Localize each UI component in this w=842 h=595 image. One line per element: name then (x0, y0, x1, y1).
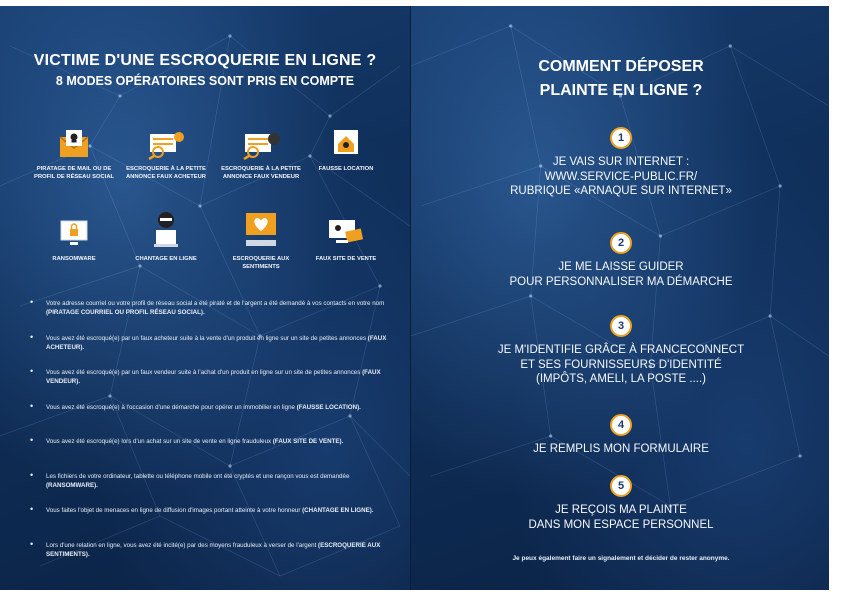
step-text: JE VAIS SUR INTERNET : WWW.SERVICE-PUBLIC.FR/ RUBRIQUE «ARNAQUE SUR INTERNET» (510, 156, 732, 197)
list-item: • Vous avez été escroqué(e) à l'occasion d'une démarche pour opérer un immobilier en ligne (FAUSSE LOCATION). (30, 403, 390, 438)
step-4 (451, 414, 791, 457)
step-text: JE REÇOIS MA PLAINTE DANS MON ESPACE PERSONNEL (528, 504, 714, 531)
mode-online-blackmail (120, 210, 212, 264)
step-text: JE REMPLIS MON FORMULAIRE (533, 443, 709, 455)
step-number: 3 (610, 315, 632, 337)
step-number: 5 (610, 475, 632, 497)
list-item: • Vous avez été escroqué(e) par un faux vendeur suite à l'achat d'un produit en ligne sur un site de petites annonces (FAUX VENDEUR). (30, 368, 390, 403)
mode-fake-rental (300, 128, 392, 174)
mode-label: FAUX SITE DE VENTE (315, 256, 377, 262)
mode-ransomware (28, 218, 120, 264)
mode-fake-seller (215, 128, 307, 181)
step-2 (451, 232, 791, 289)
fake-shop-icon (326, 216, 366, 250)
mode-hacked-mail (28, 128, 120, 181)
list-item: • Lors d'une relation en ligne, vous avez été incité(e) par des moyens frauduleux à verser de l'argent (ESCROQUERIE AUX SENTIMENTS). (30, 541, 390, 576)
fake-rental-icon (329, 128, 363, 160)
hacked-mail-icon (57, 128, 91, 160)
romance-scam-icon (241, 210, 281, 250)
step-3 (451, 315, 791, 387)
ransomware-icon (57, 218, 91, 250)
fake-buyer-icon (146, 128, 186, 160)
mode-label: ESCROQUERIE AUX SENTIMENTS (232, 256, 290, 270)
mode-fake-shop (300, 216, 392, 264)
step-number: 1 (610, 127, 632, 149)
left-panel (0, 6, 410, 590)
mode-label: ESCROQUERIE À LA PETITE ANNONCE FAUX VENDEUR (221, 166, 301, 180)
right-title (451, 55, 791, 103)
fraud-type-list (30, 299, 390, 575)
step-5 (451, 475, 791, 532)
list-item: • Vous avez été escroqué(e) lors d'un achat sur un site de vente en ligne frauduleux (FAUX SITE DE VENTE). (30, 437, 390, 472)
right-panel (410, 6, 829, 590)
list-item: • Les fichiers de votre ordinateur, tablette ou téléphone mobile ont été cryptés et une rançon vous est demandée (RANSOMWARE). (30, 472, 390, 507)
footer-note: Je peux également faire un signalement et décider de rester anonyme. (512, 555, 730, 562)
mode-label: CHANTAGE EN LIGNE (135, 256, 197, 262)
mode-label: RANSOMWARE (52, 256, 96, 262)
title-line: PLAINTE EN LIGNE ? (539, 82, 703, 99)
mode-label: PIRATAGE DE MAIL OU DE PROFIL DE RÉSEAU SOCIAL (33, 166, 115, 180)
step-text: JE M'IDENTIFIE GRÂCE À FRANCECONNECT ET SES FOURNISSEURS D'IDENTITÉ (IMPÔTS, AMELI, LA POSTE ....) (497, 344, 745, 385)
left-title: VICTIME D'UNE ESCROQUERIE EN LIGNE ? (33, 52, 377, 69)
list-item: • Vous faites l'objet de menaces en ligne de diffusion d'images portant atteinte à votre honneur (CHANTAGE EN LIGNE). (30, 506, 390, 541)
mode-label: ESCROQUERIE À LA PETITE ANNONCE FAUX ACHETEUR (126, 166, 206, 180)
mode-romance-scam (215, 210, 307, 271)
step-number: 2 (610, 232, 632, 254)
online-blackmail-icon (146, 210, 186, 250)
left-subtitle: 8 MODES OPÉRATOIRES SONT PRIS EN COMPTE (55, 74, 355, 88)
list-item: • Vous avez été escroqué(e) par un faux acheteur suite à la vente d'un produit en ligne sur un site de petites annonces (FAUX ACHETEUR). (30, 334, 390, 369)
fake-seller-icon (241, 128, 281, 160)
step-text: JE ME LAISSE GUIDER POUR PERSONNALISER MA DÉMARCHE (509, 261, 733, 288)
title-line: COMMENT DÉPOSER (538, 58, 704, 75)
mode-fake-buyer (120, 128, 212, 181)
mode-label: FAUSSE LOCATION (318, 166, 374, 172)
step-number: 4 (610, 414, 632, 436)
step-1 (451, 127, 791, 199)
list-item: • Votre adresse courriel ou votre profil de réseau social a été piraté et de l'argent a été demandé à vos contacts en votre nom (PIRATAGE COURRIEL OU PROFIL RÉSEAU SOCIAL). (30, 299, 390, 334)
